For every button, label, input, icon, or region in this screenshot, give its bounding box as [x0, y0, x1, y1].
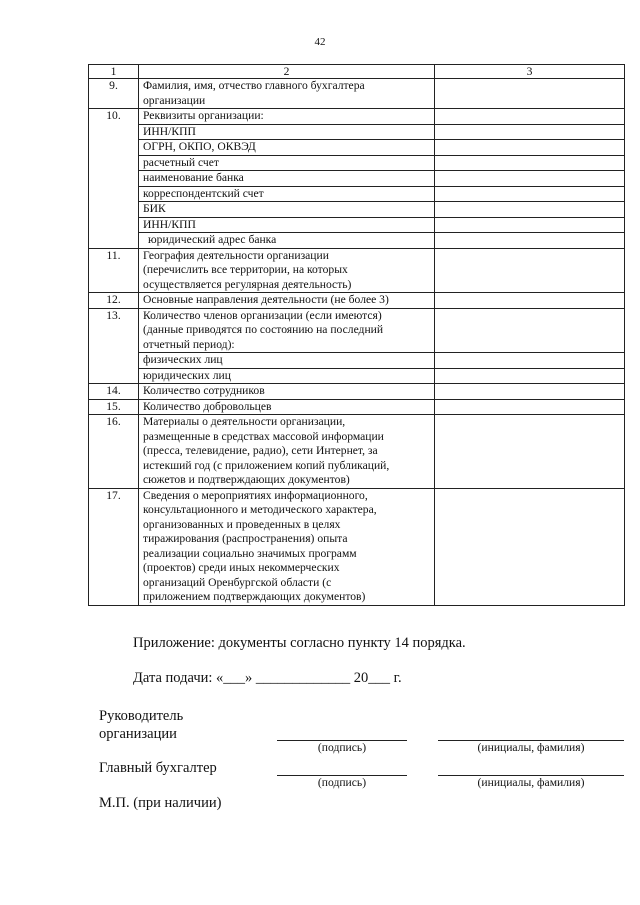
table-row [89, 248, 625, 293]
label-line: Фамилия, имя, отчество главного бухгалтера [143, 79, 365, 92]
value-cell[interactable] [435, 171, 625, 187]
head-signature-caption: (подпись) [317, 741, 367, 754]
page-number: 42 [314, 36, 326, 48]
value-cell[interactable] [435, 248, 625, 293]
label-line: (пресса, телевидение, радио), сети Интернет, за [143, 444, 378, 457]
label-line: Сведения о мероприятиях информационного, [143, 488, 368, 502]
table-row [89, 155, 625, 171]
value-cell[interactable] [435, 140, 625, 156]
value-cell[interactable] [435, 217, 625, 233]
label-line: отчетный период): [143, 337, 235, 351]
column-header: 3 [435, 65, 625, 79]
label-line: сюжетов и подтверждающих документов) [143, 473, 350, 486]
row-number: 12. [89, 293, 139, 309]
column-header: 2 [139, 65, 435, 79]
value-cell[interactable] [435, 155, 625, 171]
row-label: Основные направления деятельности (не более 3) [139, 293, 435, 309]
value-cell[interactable] [435, 415, 625, 489]
value-cell[interactable] [435, 384, 625, 400]
table-row [89, 233, 625, 249]
value-cell[interactable] [435, 308, 625, 353]
value-cell[interactable] [435, 124, 625, 140]
sub-item: БИК [139, 202, 435, 218]
table-header-row [89, 65, 625, 79]
row-label [139, 248, 435, 293]
column-header: 1 [89, 65, 139, 79]
accountant-label: Главный бухгалтер [99, 760, 217, 776]
label-line: География деятельности организации [143, 248, 329, 262]
value-cell[interactable] [435, 233, 625, 249]
sub-item: ИНН/КПП [139, 217, 435, 233]
label-line: Количество членов организации (если имеются) [143, 308, 382, 322]
value-cell[interactable] [435, 353, 625, 369]
label-line: организации [143, 93, 206, 107]
table-row [89, 488, 625, 605]
table-row [89, 217, 625, 233]
row-number: 15. [89, 399, 139, 415]
head-name-caption: (инициалы, фамилия) [477, 741, 585, 754]
sub-item: корреспондентский счет [139, 186, 435, 202]
table-row [89, 384, 625, 400]
row-number: 10. [89, 109, 139, 249]
table-row [89, 140, 625, 156]
row-label [139, 79, 435, 109]
table-row [89, 124, 625, 140]
row-number: 16. [89, 415, 139, 489]
value-cell[interactable] [435, 488, 625, 605]
label-line: организаций Оренбургской области (с [143, 575, 332, 589]
value-cell[interactable] [435, 186, 625, 202]
table-row [89, 202, 625, 218]
label-line: истекший год (с приложением копий публикаций, [143, 458, 390, 472]
label-line: (перечислить все территории, на которых [143, 263, 348, 276]
label-line: консультационного и методического характера, [143, 503, 377, 516]
table-row [89, 109, 625, 125]
table-row [89, 171, 625, 187]
value-cell[interactable] [435, 368, 625, 384]
appendix-note: Приложение: документы согласно пункту 14 порядка. [133, 635, 466, 651]
label-line: осуществляется регулярная деятельность) [143, 277, 352, 291]
table-row [89, 353, 625, 369]
sub-item: ИНН/КПП [139, 124, 435, 140]
value-cell[interactable] [435, 293, 625, 309]
accountant-signature-caption: (подпись) [317, 776, 367, 789]
application-form-table [88, 64, 625, 606]
head-label [99, 707, 183, 743]
value-cell[interactable] [435, 79, 625, 109]
row-label: Реквизиты организации: [139, 109, 435, 125]
submission-date[interactable]: Дата подачи: «___» _____________ 20___ г. [133, 670, 402, 686]
table-row [89, 308, 625, 353]
value-cell[interactable] [435, 202, 625, 218]
label-line: тиражирования (распространения) опыта [143, 532, 348, 545]
label-line: (проектов) среди иных некоммерческих [143, 561, 340, 574]
row-number: 14. [89, 384, 139, 400]
sub-item: наименование банка [139, 171, 435, 187]
row-number: 11. [89, 248, 139, 293]
row-number: 13. [89, 308, 139, 384]
head-label-line: Руководитель [99, 708, 184, 724]
label-line: организованных и проведенных в целях [143, 517, 341, 531]
table-row [89, 79, 625, 109]
sub-item: юридический адрес банка [139, 233, 435, 249]
label-line: реализации социально значимых программ [143, 546, 357, 560]
row-number: 17. [89, 488, 139, 605]
row-number: 9. [89, 79, 139, 109]
label-line: приложением подтверждающих документов) [143, 590, 366, 603]
sub-item: ОГРН, ОКПО, ОКВЭД [139, 140, 435, 156]
stamp-note: М.П. (при наличии) [99, 795, 222, 811]
accountant-name-caption: (инициалы, фамилия) [477, 776, 585, 789]
table-row [89, 415, 625, 489]
sub-item: физических лиц [139, 353, 435, 369]
value-cell[interactable] [435, 399, 625, 415]
row-label: Количество сотрудников [139, 384, 435, 400]
table-row [89, 399, 625, 415]
row-label: Количество добровольцев [139, 399, 435, 415]
table-row [89, 368, 625, 384]
row-label [139, 308, 435, 353]
value-cell[interactable] [435, 109, 625, 125]
head-label-line: организации [99, 726, 177, 742]
label-line: Материалы о деятельности организации, [143, 415, 346, 428]
table-row [89, 293, 625, 309]
sub-item: расчетный счет [139, 155, 435, 171]
table-row [89, 186, 625, 202]
row-label [139, 415, 435, 489]
label-line: размещенные в средствах массовой информации [143, 429, 384, 443]
row-label [139, 488, 435, 605]
label-line: (данные приводятся по состоянию на последний [143, 323, 384, 336]
sub-item: юридических лиц [139, 368, 435, 384]
